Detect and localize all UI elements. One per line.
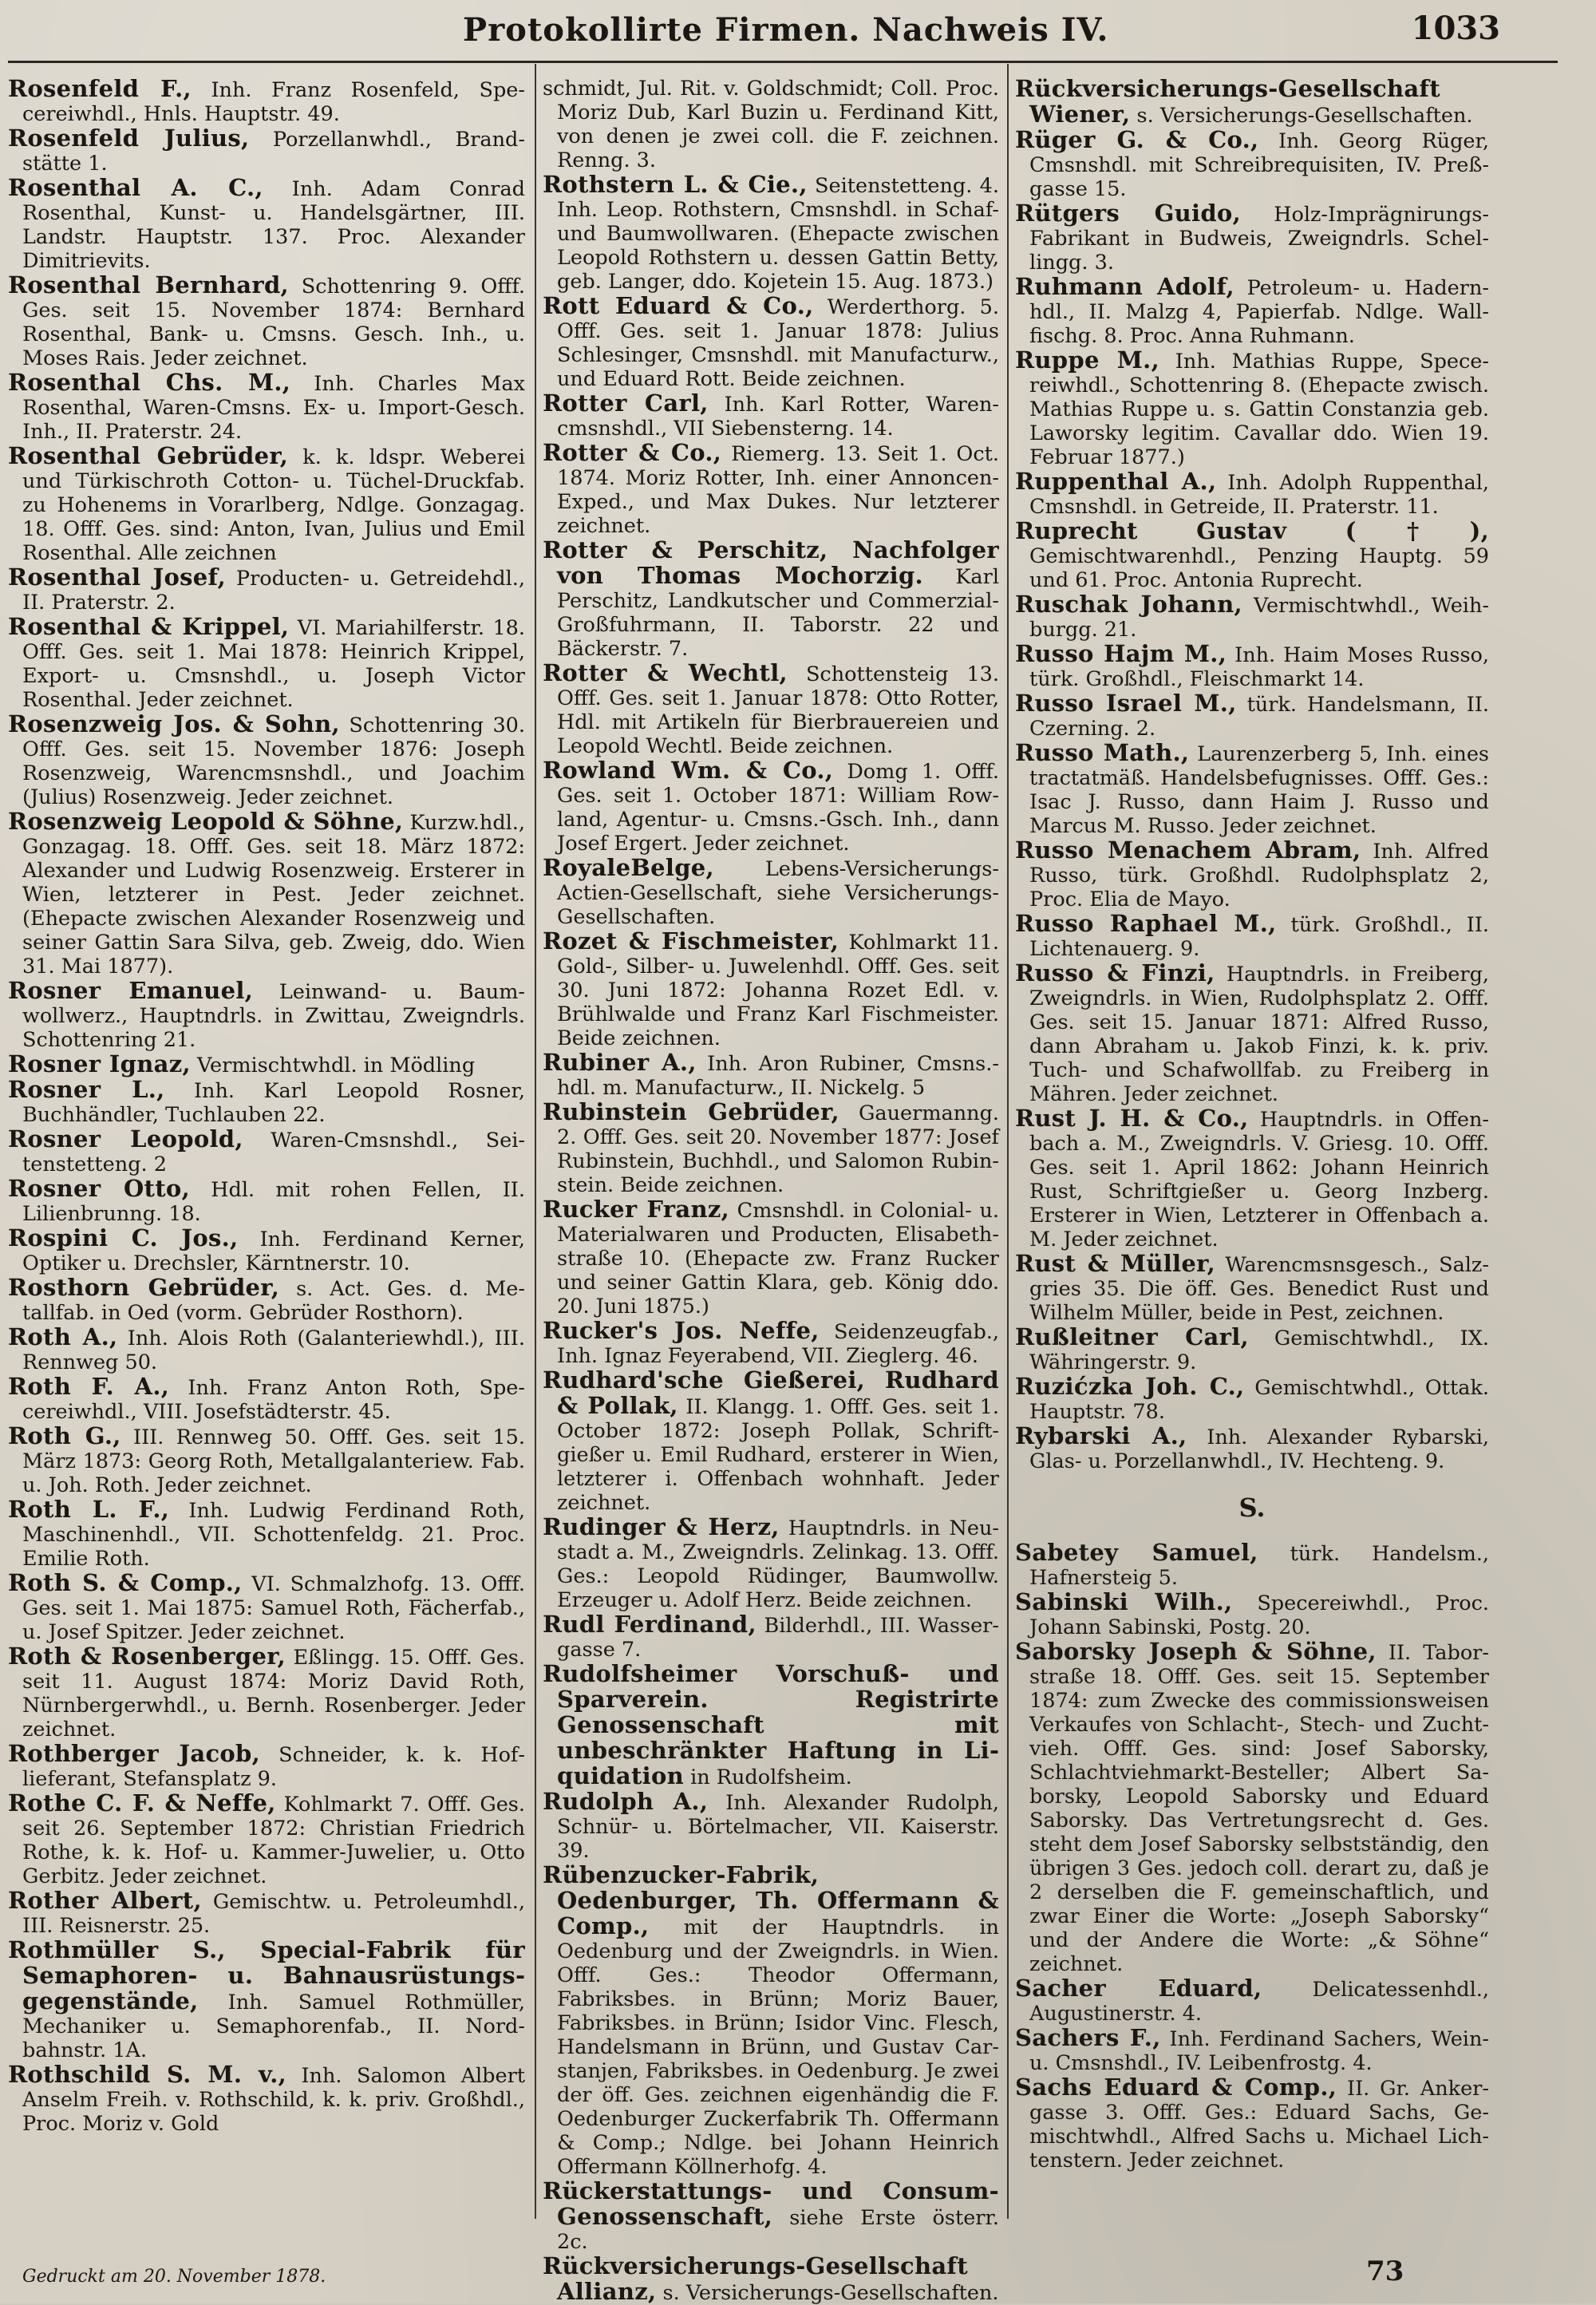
firm-name: Rosenthal A. C., — [8, 174, 263, 201]
firm-entry — [1015, 838, 1489, 911]
firm-name: Sachs Eduard & Comp., — [1015, 2074, 1337, 2101]
firm-details: Porzellanwhdl., Brandstätte 1. — [22, 128, 525, 176]
firm-name: Rubinstein Gebrüder, — [543, 1098, 839, 1125]
firm-entry — [8, 77, 525, 126]
firm-details: Petroleum- u. Hadernhdl., II. Malzg 4, Papierfab. Ndlge. Wallfischg. 8. Proc. Anna Ruhmann. — [1029, 276, 1489, 348]
firm-details: Karl Perschitz, Landkutscher und Commerzial-Großfuhrmann, II. Taborstr. 22 und Bäckerstr. 7. — [557, 565, 999, 661]
firm-name: Rowland Wm. & Co., — [543, 757, 834, 784]
firm-entry — [8, 1888, 525, 1938]
firm-name: Rosner Emanuel, — [8, 977, 254, 1004]
firm-entry — [8, 1077, 525, 1127]
firm-entry — [1015, 275, 1489, 348]
firm-entry — [8, 1424, 525, 1497]
firm-details: schmidt, Jul. Rit. v. Goldschmidt; Coll. Proc. Moriz Dub, Karl Buzin u. Ferdinand Kitt, von denen je zwei coll. die F. zeichnen. Renng. 3. — [543, 77, 999, 172]
firm-details: Vermischtwhdl., Weihburgg. 21. — [1029, 594, 1489, 642]
firm-details: Hauptndrls. in Neustadt a. M., Zweigndrls. Zelinkag. 13. Offf. Ges.: Leopold Rüdinger, Baumwollw. Erzeuger u. Adolf Herz. Beide zeichnen. — [557, 1516, 999, 1612]
firm-entry — [8, 273, 525, 370]
firm-entry — [8, 1497, 525, 1571]
firm-name: Saborsky Joseph & Söhne, — [1015, 1638, 1377, 1665]
page-number: 1033 — [1411, 10, 1500, 47]
firm-details: Seidenzeugfab., Inh. Ignaz Feyerabend, VII. Zieglerg. 46. — [557, 1320, 999, 1368]
firm-details: Inh. Ferdinand Sachers, Wein- u. Cmsnshdl., IV. Leibenfrostg. 4. — [1029, 2027, 1489, 2075]
firm-details: Schottensteig 13. Offf. Ges. seit 1. Januar 1878: Otto Rotter, Hdl. mit Artikeln für Bierbrauereien und Leopold Wechtl. Beide zeichnen. — [557, 662, 999, 758]
firm-entry — [543, 294, 999, 391]
firm-name: Rust J. H. & Co., — [1015, 1105, 1249, 1132]
firm-name: Roth S. & Comp., — [8, 1569, 243, 1596]
firm-name: Roth L. F., — [8, 1496, 170, 1523]
column-divider-1 — [535, 64, 536, 2219]
firm-name: Rothe C. F. & Neffe, — [8, 1789, 276, 1817]
firm-name: Rucker's Jos. Neffe, — [543, 1317, 820, 1344]
firm-name: Rüger G. & Co., — [1015, 126, 1259, 153]
firm-details: Specereiwhdl., Proc. Johann Sabinski, Postg. 20. — [1029, 1591, 1490, 1639]
firm-name: Rotter & Co., — [543, 439, 722, 466]
firm-entry — [8, 1374, 525, 1424]
firm-entry — [543, 77, 999, 172]
firm-details: Kurzw.hdl., Gonzagag. 18. Offf. Ges. seit 18. März 1872: Alexander und Ludwig Rosenzweig. Ersterer in Wien, letzterer in Pest. Jeder zeichnet. (Ehepacte zwischen Alexander Rosenzweig und seiner Gattin Sara Silva, geb. Zweig, ddo. Wien 31. Mai 1877). — [22, 811, 526, 979]
firm-name: Rozet & Fischmeister, — [543, 927, 839, 955]
firm-name: Rußleitner Carl, — [1015, 1323, 1249, 1350]
running-header — [0, 0, 1596, 56]
firm-name: Rucker Franz, — [543, 1196, 730, 1223]
firm-name: Rückerstattungs- und Consum-Genossenschaft, — [543, 2177, 999, 2230]
firm-details: II. Gr. Ankergasse 3. Offf. Ges.: Eduard Sachs, Gemischtwhdl., Alfred Sachs u. Michael Lichtenstern. Jeder zeichnet. — [1029, 2077, 1489, 2173]
column-2 — [543, 77, 1000, 2305]
firm-name: Rotter Carl, — [543, 389, 709, 417]
firm-name: Rospini C. Jos., — [8, 1224, 239, 1251]
firm-details: Inh. Charles Max Rosenthal, Waren-Cmsns. Ex- u. Import-Gesch. Inh., II. Praterstr. 24. — [22, 372, 525, 444]
firm-details: III. Rennweg 50. Offf. Ges. seit 15. März 1873: Georg Roth, Metallgalanteriew. Fab. u. Joh. Roth. Jeder zeichnet. — [22, 1425, 525, 1497]
firm-entry — [8, 370, 525, 444]
firm-name: Rübenzucker-Fabrik, Oedenburger, Th. Offermann & Comp., — [543, 1861, 999, 1939]
firm-name: Russo & Finzi, — [1015, 959, 1215, 986]
firm-entry — [8, 444, 525, 565]
firm-entry — [543, 1197, 999, 1319]
firm-details: mit der Hauptndrls. in Oedenburg und der Zweigndrls. in Wien. Offf. Ges.: Theodor Offermann, Fabriksbes. in Brünn; Moriz Bauer, Fabriksbes. in Brünn; Isidor Vinc. Flesch, Handelsmann in Brünn, und Gustav Carstanjen, Fabriksbes. in Oedenburg. Je zwei der öff. Ges. zeichnen eigenhändig die F. Oedenburger Zuckerfabrik Th. Offermann & Comp.; Ndlge. bei Johann Heinrich Offermann Köllnerhofg. 4. — [557, 1916, 999, 2179]
firm-entry — [8, 2062, 525, 2136]
firm-name: Rosenzweig Jos. & Sohn, — [8, 710, 340, 737]
firm-name: Russo Israel M., — [1015, 690, 1237, 717]
firm-entry — [1015, 1976, 1489, 2026]
firm-name: Rott Eduard & Co., — [543, 292, 814, 319]
firm-name: Sabetey Samuel, — [1015, 1539, 1258, 1566]
firm-entry — [8, 1275, 525, 1325]
firm-name: Russo Hajm M., — [1015, 640, 1227, 667]
firm-entry — [543, 441, 999, 538]
firm-name: Rosenthal Gebrüder, — [8, 442, 289, 469]
firm-details: Gemischtw. u. Petroleumhdl., III. Reisnerstr. 25. — [22, 1890, 525, 1938]
firm-entry — [8, 1571, 525, 1644]
firm-name: Rudhard'sche Gießerei, Rudhard & Pollak, — [543, 1366, 999, 1419]
firm-details: Laurenzerberg 5, Inh. eines tractatmäß. Handelsbefugnisses. Offf. Ges.: Isac J. Russo, dann Haim J. Russo und Marcus M. Russo. Jeder zeichnet. — [1029, 742, 1489, 838]
firm-name: Russo Raphael M., — [1015, 910, 1277, 937]
firm-name: Rother Albert, — [8, 1887, 202, 1914]
firm-details: Inh. Alfred Russo, türk. Großhdl. Rudolphsplatz 2, Proc. Elia de Mayo. — [1029, 840, 1489, 911]
firm-entry — [543, 172, 999, 294]
firm-entry — [1015, 77, 1489, 128]
firm-entry — [8, 1791, 525, 1888]
firm-name: Rotter & Wechtl, — [543, 659, 788, 686]
firm-name: Rothschild S. M. v., — [8, 2061, 287, 2088]
firm-details: Inh. Franz Rosenfeld, Specereiwhdl., Hnls. Hauptstr. 49. — [22, 78, 525, 126]
firm-name: Ruppenthal A., — [1015, 468, 1217, 495]
firm-entry — [543, 391, 999, 441]
firm-details: siehe Erste österr. 2c. — [557, 2206, 999, 2254]
firm-details: Vermischtwhdl. in Mödling — [190, 1054, 476, 1077]
firm-details: Inh. Aron Rubiner, Cmsns.hdl. m. Manufacturw., II. Nickelg. 5 — [557, 1052, 999, 1100]
firm-name: Rosenfeld F., — [8, 75, 192, 102]
column-1 — [8, 77, 525, 2224]
firm-details: Leinwand- u. Baumwollwerz., Hauptndrls. in Zwittau, Zweigndrls. Schottenring 21. — [22, 980, 525, 1052]
column-3 — [1015, 77, 1489, 2224]
firm-name: Rosenthal & Krippel, — [8, 613, 290, 640]
firm-details: Inh. Ferdinand Kerner, Optiker u. Drechsler, Kärntnerstr. 10. — [22, 1228, 525, 1275]
firm-name: Ruhmann Adolf, — [1015, 273, 1235, 300]
firm-entry — [1015, 911, 1489, 961]
firm-details: Werderthorg. 5. Offf. Ges. seit 1. Januar 1878: Julius Schlesinger, Cmsnshdl. mit Manufacturw., und Eduard Rott. Beide zeichnen. — [557, 295, 999, 391]
firm-name: Rosenthal Chs. M., — [8, 369, 291, 396]
firm-details: Inh. Adam Conrad Rosenthal, Kunst- u. Handelsgärtner, III. Landstr. Hauptstr. 137. Proc. Alexander Dimitrievits. — [22, 177, 525, 273]
firm-details: Hauptndrls. in Freiberg, Zweigndrls. in Wien, Rudolphsplatz 2. Offf. Ges. seit 15. Januar 1871: Alfred Russo, dann Abraham u. Jakob Finzi, k. k. priv. Tuch- und Schafwollfab. zu Freiberg in Mähren. Jeder zeichnet. — [1029, 963, 1490, 1106]
firm-details: türk. Großhdl., II. Lichtenauerg. 9. — [1029, 913, 1489, 961]
firm-details: Gemischtwarenhdl., Penzing Hauptg. 59 und 61. Proc. Antonia Ruprecht. — [1029, 544, 1489, 592]
firm-entry — [1015, 1540, 1489, 1590]
firm-details: Gemischtwhdl., Ottak. Hauptstr. 78. — [1029, 1376, 1489, 1424]
firm-name: Rosthorn Gebrüder, — [8, 1274, 280, 1301]
firm-details: Domg 1. Offf. Ges. seit 1. October 1871: William Rowland, Agentur- u. Cmsns.-Gsch. Inh., dann Josef Ergert. Jeder zeichnet. — [557, 760, 1000, 856]
firm-entry — [8, 126, 525, 176]
firm-details: Inh. Salomon Albert Anselm Freih. v. Rothschild, k. k. priv. Großhdl., Proc. Moriz v. Gold — [22, 2064, 526, 2136]
firm-details: Waren-Cmsnshdl., Seitenstetteng. 2 — [22, 1129, 526, 1176]
firm-details: Inh. Adolph Ruppenthal, Cmsnshdl. in Getreide, II. Praterstr. 11. — [1029, 471, 1489, 519]
firm-details: Schottenring 30. Offf. Ges. seit 15. November 1876: Joseph Rosenzweig, Warencmsnshdl., und Joachim (Julius) Rosenzweig. Jeder zeichnet. — [22, 714, 525, 809]
firm-name: Rudinger & Herz, — [543, 1513, 780, 1540]
firm-name: Ruzićzka Joh. C., — [1015, 1373, 1245, 1400]
firm-details: Gemischtwhdl., IX. Währingerstr. 9. — [1029, 1326, 1489, 1374]
firm-entry — [8, 1938, 525, 2062]
firm-name: Rothmüller S., Special-Fabrik für Semaphoren- u. Bahnausrüstungsgegenstände, — [8, 1936, 525, 2014]
firm-name: Rudl Ferdinand, — [543, 1611, 757, 1638]
firm-details: Producten- u. Getreidehdl., II. Praterstr. 2. — [22, 567, 526, 615]
firm-name: Russo Menachem Abram, — [1015, 836, 1361, 864]
firm-entry — [1015, 201, 1489, 275]
firm-details: Gauermanng. 2. Offf. Ges. seit 20. November 1877: Josef Rubinstein, Buchhdl., und Salomon Rubinstein. Beide zeichnen. — [557, 1101, 999, 1197]
firm-name: Sachers F., — [1015, 2024, 1161, 2051]
firm-details: Schneider, k. k. Hoflieferant, Stefansplatz 9. — [22, 1743, 525, 1791]
firm-details: Inh. Alexander Rybarski, Glas- u. Porzellanwhdl., IV. Hechteng. 9. — [1029, 1425, 1489, 1473]
firm-name: Rosenthal Josef, — [8, 563, 227, 591]
firm-name: Rosner Leopold, — [8, 1125, 243, 1152]
firm-entry — [543, 1789, 999, 1863]
firm-entry — [8, 1742, 525, 1791]
firm-entry — [1015, 691, 1489, 741]
firm-details: VI. Schmalzhofg. 13. Offf. Ges. seit 1. Mai 1875: Samuel Roth, Fächerfab., u. Josef Spitzer. Jeder zeichnet. — [22, 1572, 525, 1644]
firm-details: Seitenstetteng. 4. Inh. Leop. Rothstern, Cmsnshdl. in Schaf- und Baumwollwaren. (Ehepacte zwischen Leopold Rothstern u. dessen Gattin Betty, geb. Langer, ddo. Kojetein 15. Aug. 1873.) — [557, 174, 999, 294]
firm-name: Rosner L., — [8, 1076, 165, 1103]
firm-name: Rudolfsheimer Vorschuß- und Sparverein. Registrirte Genossenschaft mit unbeschränkter Haftung in Liquidation — [543, 1660, 999, 1789]
firm-name: Rothstern L. & Cie., — [543, 171, 808, 198]
firm-entry — [8, 1176, 525, 1226]
firm-entry — [1015, 519, 1489, 592]
firm-details: k. k. ldspr. Weberei und Türkischroth Cotton- u. Tüchel-Druckfab. zu Hohenems in Vorarlberg, Ndlge. Gonzagag. 18. Offf. Ges. sind: Anton, Ivan, Julius und Emil Rosenthal. Alle zeichnen — [22, 445, 525, 565]
firm-name: Sabinski Wilh., — [1015, 1588, 1233, 1615]
firm-entry — [1015, 2026, 1489, 2075]
firm-entry — [1015, 1325, 1489, 1374]
firm-name: Rosenzweig Leopold & Söhne, — [8, 808, 404, 835]
firm-entry — [1015, 1106, 1489, 1251]
firm-details: II. Klangg. 1. Offf. Ges. seit 1. October 1872: Joseph Pollak, Schriftgießer u. Emil Rudhard, ersterer in Wien, letzterer i. Offenbach wohnhaft. Jeder zeichnet. — [557, 1395, 999, 1515]
firm-details: Inh. Haim Moses Russo, türk. Großhdl., Fleischmarkt 14. — [1029, 643, 1489, 691]
firm-entry — [543, 1612, 999, 1662]
firm-details: Hauptndrls. in Offenbach a. M., Zweigndrls. V. Griesg. 10. Offf. Ges. seit 1. April 1862: Johann Heinrich Rust, Schriftgießer u. Georg Inzberg. Ersterer in Wien, Letzterer in Offenbach a. M. Jeder zeichnet. — [1029, 1108, 1489, 1251]
firm-entry — [543, 2179, 999, 2254]
firm-entry — [8, 1052, 525, 1077]
firm-name: Rybarski A., — [1015, 1422, 1187, 1449]
firm-name: Rückversicherungs-Gesellschaft Wiener, — [1015, 75, 1440, 128]
firm-entry — [543, 856, 999, 929]
firm-entry — [543, 661, 999, 758]
firm-entry — [543, 758, 999, 856]
firm-name: Ruprecht Gustav (†), — [1015, 517, 1489, 544]
firm-details: türk. Handelsm., Hafnersteig 5. — [1029, 1542, 1489, 1590]
firm-entry — [8, 979, 525, 1052]
firm-details: Lebens-Versicherungs-Actien-Gesellschaft, siehe Versicherungs-Gesellschaften. — [557, 857, 999, 929]
firm-entry — [1015, 1424, 1489, 1473]
firm-details: Inh. Georg Rüger, Cmsnshdl. mit Schreibrequisiten, IV. Preßgasse 15. — [1029, 129, 1489, 201]
firm-entry — [1015, 1639, 1489, 1976]
firm-entry — [543, 1319, 999, 1368]
firm-details: Inh. Karl Rotter, Warencmsnshdl., VII Siebensterng. 14. — [557, 393, 999, 441]
firm-details: Riemerg. 13. Seit 1. Oct. 1874. Moriz Rotter, Inh. einer Annoncen-Exped., und Max Dukes. Nur letzterer zeichnet. — [557, 442, 999, 538]
firm-entry — [543, 1050, 999, 1100]
firm-entry — [1015, 961, 1489, 1106]
firm-entry — [543, 2254, 999, 2305]
firm-name: Sacher Eduard, — [1015, 1975, 1262, 2002]
firm-details: Inh. Alois Roth (Galanteriewhdl.), III. Rennweg 50. — [22, 1326, 525, 1374]
firm-name: Ruppe M., — [1015, 346, 1159, 374]
firm-entry — [8, 809, 525, 979]
firm-details: Inh. Franz Anton Roth, Specereiwhdl., VIII. Josefstädterstr. 45. — [22, 1376, 525, 1424]
firm-details: Warencmsnsgesch., Salzgries 35. Die öff. Ges. Benedict Rust und Wilhelm Müller, beide in Pest, zeichnen. — [1029, 1253, 1489, 1325]
firm-name: Rosenthal Bernhard, — [8, 271, 289, 299]
firm-entry — [1015, 128, 1489, 201]
firm-entry — [1015, 469, 1489, 519]
firm-entry — [8, 615, 525, 712]
firm-name: Ruschak Johann, — [1015, 591, 1242, 618]
firm-entry — [8, 1127, 525, 1176]
firm-entry — [1015, 592, 1489, 642]
firm-name: Rosner Ignaz, — [8, 1050, 191, 1077]
firm-name: Rütgers Guido, — [1015, 200, 1241, 227]
firm-name: Russo Math., — [1015, 739, 1190, 766]
firm-details: Inh. Alexander Rudolph, Schnür- u. Börtelmacher, VII. Kaiserstr. 39. — [557, 1791, 1000, 1863]
firm-entry — [543, 929, 999, 1050]
firm-details: Inh. Ludwig Ferdinand Roth, Maschinenhdl., VII. Schottenfeldg. 21. Proc. Emilie Roth. — [22, 1499, 525, 1571]
firm-details: türk. Handelsmann, II. Czerning. 2. — [1029, 693, 1490, 741]
signature-mark: 73 — [1366, 2256, 1404, 2287]
firm-entry — [8, 712, 525, 809]
firm-details: Cmsnshdl. in Colonial- u. Materialwaren und Producten, Elisabethstraße 10. (Ehepacte zw. Franz Rucker und seiner Gattin Klara, geb. König ddo. 20. Juni 1875.) — [557, 1199, 999, 1319]
firm-name: Rust & Müller, — [1015, 1250, 1215, 1277]
firm-details: Eßlingg. 15. Offf. Ges. seit 11. August 1874: Moriz David Roth, Nürnbergerwhdl., u. Bernh. Rosenberger. Jeder zeichnet. — [22, 1646, 525, 1742]
firm-entry — [8, 1644, 525, 1742]
firm-details: s. Versicherungs-Gesellschaften. — [656, 2281, 999, 2305]
firm-entry — [543, 1863, 999, 2179]
firm-name: Rosenfeld Julius, — [8, 125, 250, 152]
firm-details: Kohlmarkt 11. Gold-, Silber- u. Juwelenhdl. Offf. Ges. seit 30. Juni 1872: Johanna Rozet Edl. v. Brühlwalde und Franz Karl Fischmeister. Beide zeichnen. — [557, 931, 999, 1050]
firm-details: Delicatessenhdl., Augustinerstr. 4. — [1029, 1978, 1489, 2026]
firm-details: II. Taborstraße 18. Offf. Ges. seit 15. September 1874: zum Zwecke des commissionsweisen Verkaufes von Schlacht-, Stech- und Zuchtvieh. Offf. Ges. sind: Josef Saborsky, Schlachtviehmarkt-Besteller; Albert Saborsky, Leopold Saborsky und Eduard Saborsky. Das Vertretungsrecht d. Ges. steht dem Josef Saborsky selbstständig, den übrigen 3 Ges. jedoch coll. derart zu, daß je 2 derselben die F. gemeinschaftlich, und zwar Einer die Worte: „Joseph Saborsky“ und der Andere die Worte: „& Söhne“ zeichnet. — [1029, 1641, 1489, 1976]
firm-details: VI. Mariahilferstr. 18. Offf. Ges. seit 1. Mai 1878: Heinrich Krippel, Export- u. Cmsnshdl., u. Joseph Victor Rosenthal. Jeder zeichnet. — [22, 616, 525, 712]
firm-name: Roth A., — [8, 1323, 118, 1350]
firm-details: Bilderhdl., III. Wassergasse 7. — [557, 1614, 999, 1662]
column-divider-2 — [1007, 64, 1009, 2219]
page-title: Protokollirte Firmen. Nachweis IV. — [463, 11, 1109, 49]
firm-name: Rudolph A., — [543, 1788, 709, 1815]
firm-details: s. Act. Ges. d. Metallfab. in Oed (vorm. Gebrüder Rosthorn). — [22, 1277, 525, 1325]
print-date-note: Gedruckt am 20. November 1878. — [22, 2267, 326, 2287]
firm-entry — [1015, 2075, 1489, 2173]
section-heading: S. — [1238, 1493, 1266, 1523]
firm-details: Hdl. mit rohen Fellen, II. Lilienbrunng. 18. — [22, 1178, 525, 1226]
firm-details: s. Versicherungs-Gesellschaften. — [1130, 104, 1473, 128]
firm-name: Roth & Rosenberger, — [8, 1643, 286, 1670]
firm-entry — [1015, 1251, 1489, 1325]
firm-entry — [8, 1325, 525, 1374]
firm-details: Kohlmarkt 7. Offf. Ges. seit 26. September 1872: Christian Friedrich Rothe, k. k. Hof- u. Kammer-Juwelier, u. Otto Gerbitz. Jeder zeichnet. — [22, 1793, 525, 1888]
firm-entry — [1015, 1590, 1489, 1639]
firm-name: Rückversicherungs-Gesellschaft Allianz, — [543, 2252, 968, 2305]
firm-entry — [8, 1226, 525, 1275]
firm-name: RoyaleBelge, — [543, 854, 714, 881]
firm-name: Rubiner A., — [543, 1049, 697, 1076]
firm-entry — [543, 538, 999, 661]
firm-entry — [1015, 348, 1489, 469]
firm-details: Inh. Karl Leopold Rosner, Buchhändler, Tuchlauben 22. — [22, 1079, 526, 1127]
firm-details: Schottenring 9. Offf. Ges. seit 15. November 1874: Bernhard Rosenthal, Bank- u. Cmsns. Gesch. Inh., u. Moses Rais. Jeder zeichnet. — [22, 275, 525, 370]
firm-entry — [543, 1515, 999, 1612]
firm-details: Holz-ImprägnirungsFabrikant in Budweis, Zweigndrls. Schellingg. 3. — [1029, 203, 1489, 275]
firm-name: Roth F. A., — [8, 1373, 170, 1400]
firm-entry — [543, 1368, 999, 1515]
firm-entry — [1015, 1374, 1489, 1424]
firm-details: in Rudolfsheim. — [684, 1765, 852, 1789]
firm-details: Inh. Samuel Rothmüller, Mechaniker u. Semaphorenfab., II. Nordbahnstr. 1A. — [22, 1991, 525, 2062]
firm-entry — [8, 176, 525, 273]
firm-entry — [1015, 741, 1489, 838]
firm-name: Rothberger Jacob, — [8, 1740, 261, 1767]
firm-entry — [8, 565, 525, 615]
firm-name: Roth G., — [8, 1422, 121, 1449]
firm-name: Rosner Otto, — [8, 1175, 190, 1202]
firm-entry — [1015, 642, 1489, 691]
firm-details: Inh. Mathias Ruppe, Specereiwhdl., Schottenring 8. (Ehepacte zwisch. Mathias Ruppe u. s. Gattin Constanzia geb. Laworsky legitim. Cavallar ddo. Wien 19. Februar 1877.) — [1029, 350, 1489, 469]
firm-name: Rotter & Perschitz, Nachfolger von Thomas Mochorzig. — [543, 536, 999, 589]
firm-entry — [543, 1100, 999, 1197]
header-rule — [8, 61, 1558, 63]
firm-entry — [543, 1662, 999, 1789]
